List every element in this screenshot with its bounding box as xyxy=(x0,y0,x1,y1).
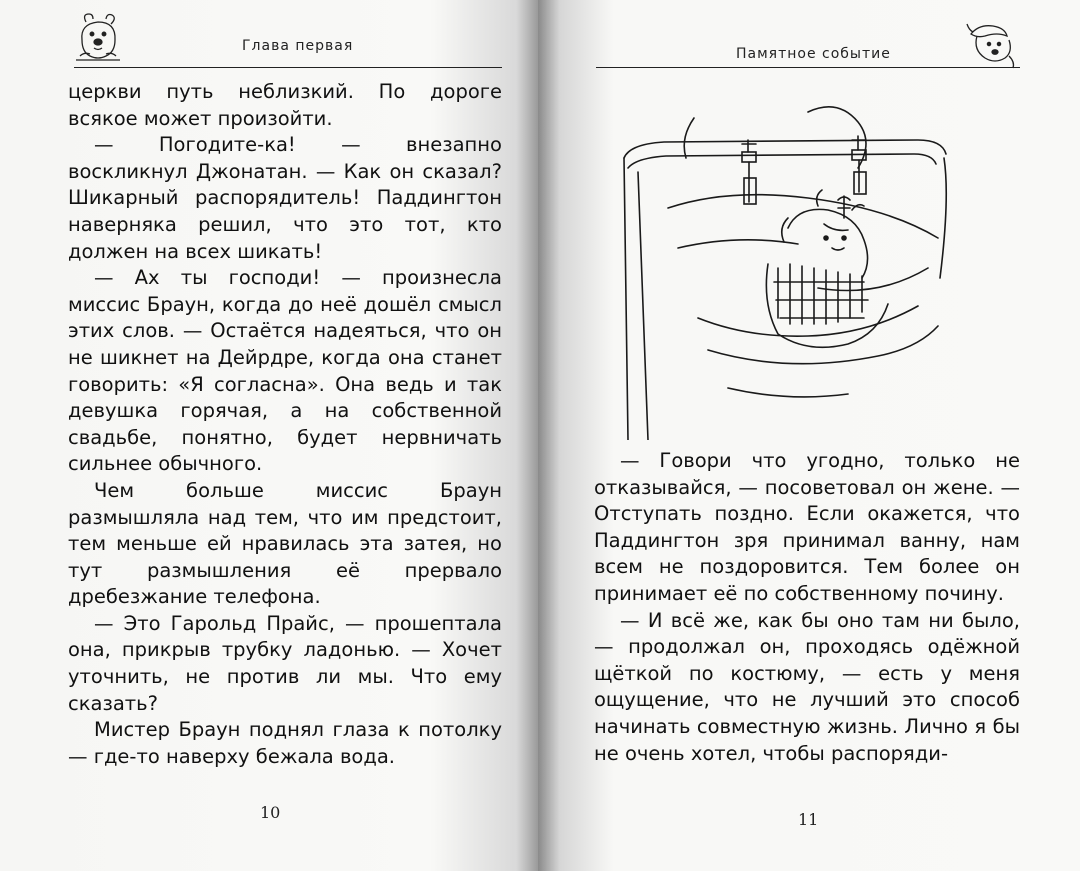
running-head-right: Памятное событие xyxy=(736,46,891,62)
paragraph: — Погодите-ка! — внезапно воскликнул Джонатан. — Как он сказал? Шикарный распорядитель! Паддингтон наверняка решил, что это тот, кто должен на всех шикать! xyxy=(68,133,502,263)
bathtub-illustration xyxy=(618,88,978,440)
paragraph: — И всё же, как бы оно там ни было, — продолжал он, проходясь одёжной щёткой по костюму, — есть у меня ощущение, что не лучший это способ начинать совместную жизнь. Лично я бы не очень хотел, чтобы распоряди- xyxy=(594,608,1020,765)
page-number-right: 11 xyxy=(798,810,819,829)
header-rule-right xyxy=(596,67,1020,68)
header-rule-left xyxy=(74,67,502,68)
paragraph: Чем больше миссис Браун размышляла над тем, что им предстоит, тем меньше ей нравилась эта затея, но тут размышления её прервало дребезжание телефона. xyxy=(68,478,502,609)
right-page xyxy=(538,0,1080,871)
page-number-left: 10 xyxy=(260,803,281,822)
paddington-hat-icon xyxy=(963,16,1019,70)
bear-head-icon xyxy=(72,10,124,64)
paragraph: — Говори что угодно, только не отказывайся, — посоветовал он жене. — Отступать поздно. Если окажется, что Паддингтон зря принимал ванну, нам всем не поздоровится. Тем более он принимает её по собственному почину. xyxy=(594,449,1020,605)
left-body-text xyxy=(68,79,502,770)
paragraph: Мистер Браун поднял глаза к потолку — где-то наверху бежала вода. xyxy=(68,718,502,768)
paragraph: церкви путь неблизкий. По дороге всякое может произойти. xyxy=(68,80,502,130)
paragraph: — Ах ты господи! — произнесла миссис Браун, когда до неё дошёл смысл этих слов. — Остаётся надеяться, что он не шикнет на Дейрдре, когда она станет говорить: «Я согласна». Она ведь и так девушка горячая, а на собственной свадьбе, понятно, будет нервничать сильнее обычного. xyxy=(68,266,502,476)
paragraph: — Это Гарольд Прайс, — прошептала она, прикрыв трубку ладонью. — Хочет уточнить, не против ли мы. Что ему сказать? xyxy=(68,611,502,715)
running-head-left: Глава первая xyxy=(242,38,354,54)
right-body-text xyxy=(594,448,1020,767)
left-page xyxy=(0,0,538,871)
